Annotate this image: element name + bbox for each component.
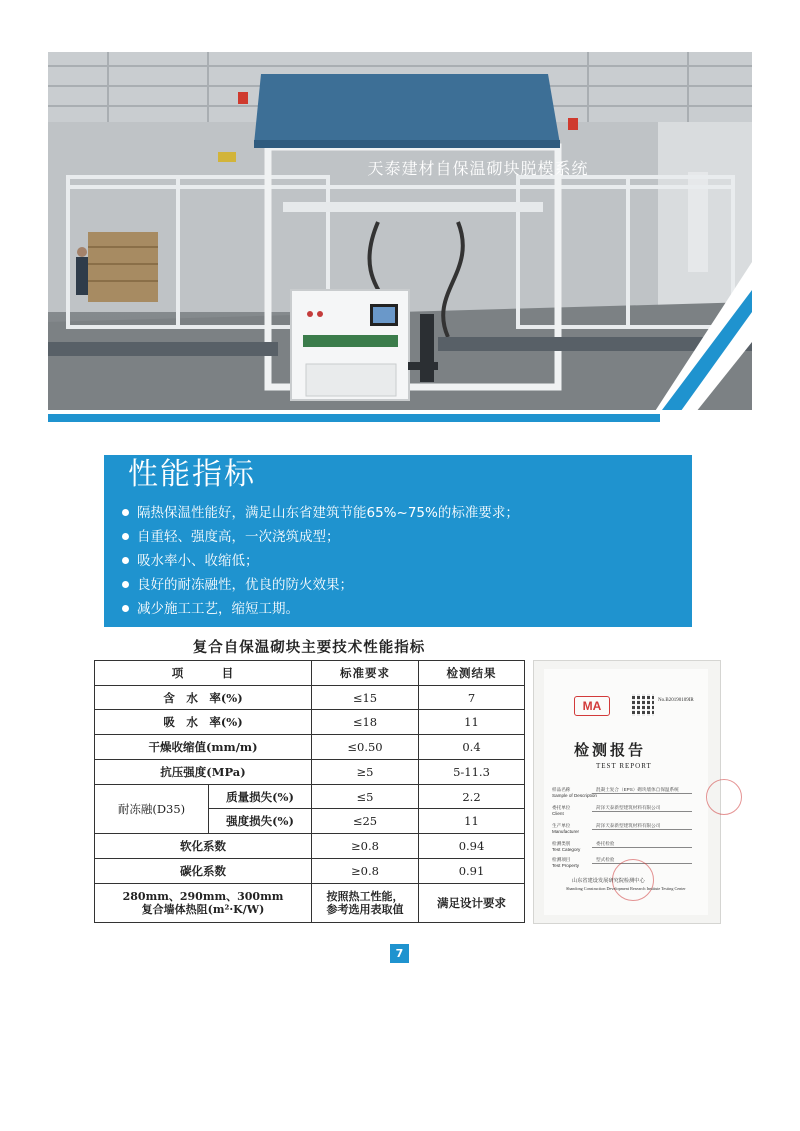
bullet-icon xyxy=(122,533,129,540)
report-number: No.B20190109IR xyxy=(658,698,694,703)
table-row: 软化系数 ≥0.8 0.94 xyxy=(95,834,525,859)
table-row: 吸 水 率(%) ≤18 11 xyxy=(95,710,525,735)
table-header-row xyxy=(95,661,525,686)
bullet-icon xyxy=(122,509,129,516)
bullet-icon xyxy=(122,605,129,612)
hero-photo xyxy=(48,52,752,422)
freeze-label: 耐冻融(D35) xyxy=(95,784,209,833)
report-field: 检测项目 Test Property 型式检验 xyxy=(552,857,615,868)
list-item: 良好的耐冻融性，优良的防火效果； xyxy=(122,573,519,597)
performance-list xyxy=(122,501,519,621)
table-row: 抗压强度(MPa) ≥5 5-11.3 xyxy=(95,759,525,784)
cma-logo: MA xyxy=(574,696,610,716)
report-field: 委托单位 Client 菏泽天泰新型建筑材料有限公司 xyxy=(552,805,661,816)
page-number: 7 xyxy=(390,944,409,963)
header-result: 检测结果 xyxy=(419,661,525,686)
table-row: 强度损失(%) ≤25 11 xyxy=(95,809,525,834)
machine-sign-text: 天泰建材自保温砌块脱模系统 xyxy=(367,159,589,178)
report-title: 检测报告 xyxy=(574,741,647,759)
table-row: 干燥收缩值(mm/m) ≤0.50 0.4 xyxy=(95,735,525,760)
report-issuer-en: Shandong Construction Development Research Institute Testing Center xyxy=(566,886,686,891)
table-row: 含 水 率(%) ≤15 7 xyxy=(95,685,525,710)
red-stamp-icon xyxy=(706,779,742,815)
list-item: 吸水率小、收缩低； xyxy=(122,549,519,573)
spec-table xyxy=(94,660,525,923)
report-field: 样品名称 Sample of Description 混凝土复合（EPS）砌块墙体自保温系统 xyxy=(552,787,679,798)
header-item: 项 目 xyxy=(95,661,312,686)
test-report-image xyxy=(534,661,720,923)
factory-illustration xyxy=(48,52,752,422)
header-standard: 标准要求 xyxy=(312,661,419,686)
report-field: 生产单位 Manufacturer 菏泽天泰新型建筑材料有限公司 xyxy=(552,823,661,834)
bullet-icon xyxy=(122,581,129,588)
report-field: 检测类别 Test Category 委托检验 xyxy=(552,841,615,852)
report-issuer: 山东省建设发展研究院检测中心 xyxy=(572,878,645,884)
performance-title: 性能指标 xyxy=(128,457,256,492)
bullet-icon xyxy=(122,557,129,564)
report-subtitle: TEST REPORT xyxy=(596,762,652,770)
table-caption: 复合自保温砌块主要技术性能指标 xyxy=(192,639,426,656)
performance-panel xyxy=(104,455,692,627)
list-item: 减少施工工艺，缩短工期。 xyxy=(122,597,519,621)
table-row: 碳化系数 ≥0.8 0.91 xyxy=(95,858,525,883)
list-item: 隔热保温性能好，满足山东省建筑节能65%~75%的标准要求； xyxy=(122,501,519,525)
table-row: 280mm、290mm、300mm 复合墙体热阻(m²·K/W) 按照热工性能， 参考选用表取值 满足设计要求 xyxy=(95,883,525,922)
qr-code-icon xyxy=(632,694,654,716)
list-item: 自重轻、强度高，一次浇筑成型； xyxy=(122,525,519,549)
table-row: 耐冻融(D35) 质量损失(%) ≤5 2.2 xyxy=(95,784,525,809)
report-page xyxy=(544,669,708,915)
